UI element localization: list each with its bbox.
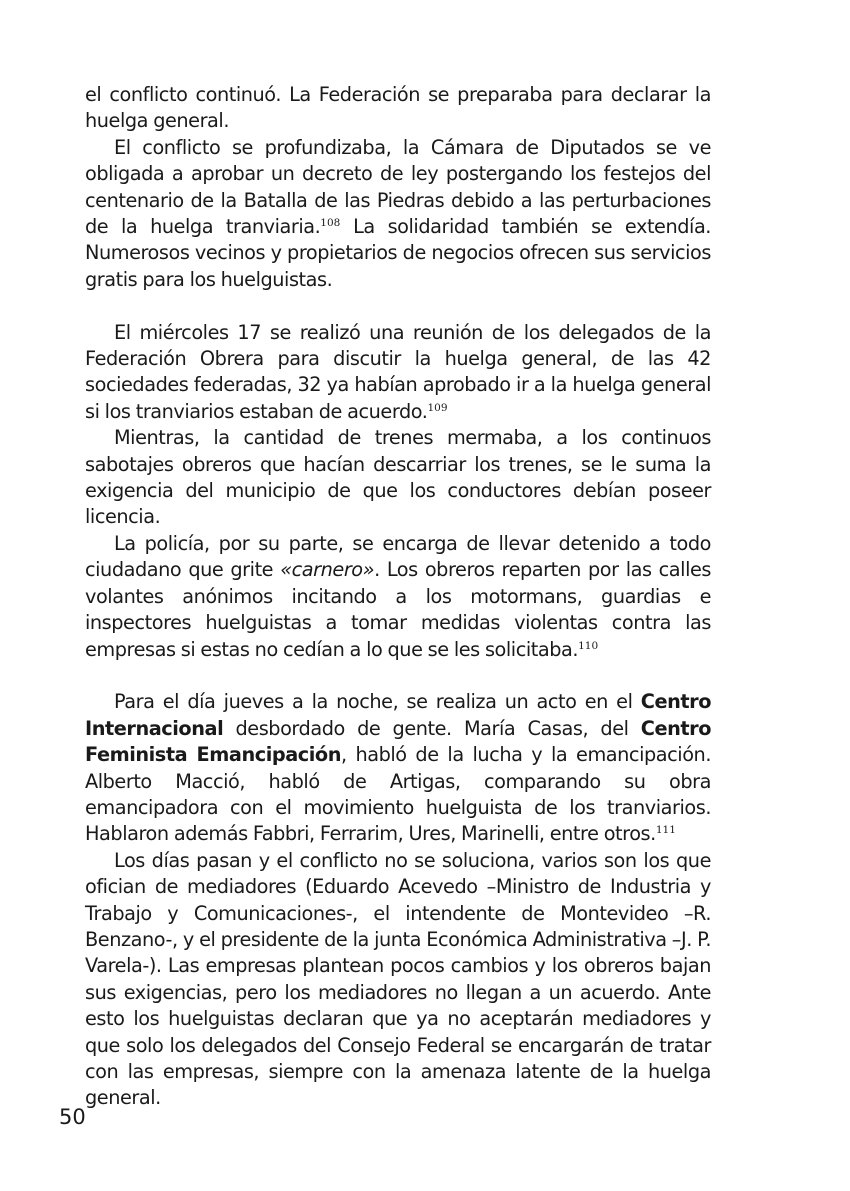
text-run: desbordado de gente. María Casas, del bbox=[223, 716, 641, 740]
text-run: La policía, por su parte, se encarga de llevar detenido a todo ciudadano que grite bbox=[85, 531, 711, 582]
page-body-text bbox=[85, 82, 711, 1112]
bold-term: Centro Internacional bbox=[85, 690, 711, 740]
footnote-ref: 108 bbox=[320, 217, 341, 230]
paragraph-1 bbox=[85, 82, 711, 135]
footnote-ref: 109 bbox=[427, 401, 448, 414]
footnote-ref: 111 bbox=[655, 824, 676, 837]
paragraph-7 bbox=[85, 848, 711, 1112]
paragraph-2 bbox=[85, 135, 711, 293]
footnote-ref: 110 bbox=[578, 639, 599, 652]
paragraph-5 bbox=[85, 531, 711, 663]
page-number: 50 bbox=[59, 1105, 86, 1129]
text-run: Para el día jueves a la noche, se realiza un acto en el bbox=[114, 690, 641, 714]
paragraph-4 bbox=[85, 425, 711, 531]
text-run: El conflicto se profundizaba, la Cámara de Diputados se ve obligada a aprobar un decreto de ley postergando los festejos del centenario de la Batalla de las Piedras debido a las perturbaciones de la huelga tranviaria. bbox=[85, 135, 711, 239]
text-run: La solidaridad también se extendía. Numerosos vecinos y propietarios de negocios ofrecen sus servicios gratis para los huelguistas. bbox=[85, 215, 711, 291]
text-run: El miércoles 17 se realizó una reunión de los delegados de la Federación Obrera para discutir la huelga general, de las 42 sociedades federadas, 32 ya habían aprobado ir a la huelga general si los tranviarios estaban de acuerdo. bbox=[85, 320, 711, 423]
text-run: Los días pasan y el conflicto no se soluciona, varios son los que ofician de mediadores (Eduardo Acevedo –Ministro de Industria y Trabajo y Comunicaciones-, el intendente de Montevideo –R. Benzano-, y el presidente de la junta Económica Administrativa –J. P. Varela-). Las empresas plantean pocos cambios y los obreros bajan sus exigencias, pero los mediadores no llegan a un acuerdo. Ante esto los huelguistas declaran que ya no aceptarán mediadores y que solo los delegados del Consejo Federal se encargarán de tratar con las empresas, siempre con la amenaza latente de la huelga general. bbox=[85, 848, 711, 1110]
italic-term: «carnero» bbox=[280, 558, 375, 582]
paragraph-6 bbox=[85, 689, 711, 847]
bold-term: Centro Feminista Emancipación bbox=[85, 716, 711, 767]
paragraph-3 bbox=[85, 320, 711, 426]
text-run: Mientras, la cantidad de trenes mermaba, a los continuos sabotajes obreros que hacían descarriar los trenes, se le suma la exigencia del municipio de que los conductores debían poseer licencia. bbox=[85, 426, 711, 529]
text-run: . Los obreros reparten por las calles volantes anónimos incitando a los motormans, guardias e inspectores huelguistas a tomar medidas violentas contra las empresas si estas no cedían a lo que se les solicitaba. bbox=[85, 558, 711, 661]
text-run: , habló de la lucha y la emancipación. Alberto Macció, habló de Artigas, comparando su obra emancipadora con el movimiento huelguista de los tranviarios. Hablaron además Fabbri, Ferrarim, Ures, Marinelli, entre otros. bbox=[85, 743, 711, 846]
text-run: el conflicto continuó. La Federación se preparaba para declarar la huelga general. bbox=[85, 83, 711, 133]
